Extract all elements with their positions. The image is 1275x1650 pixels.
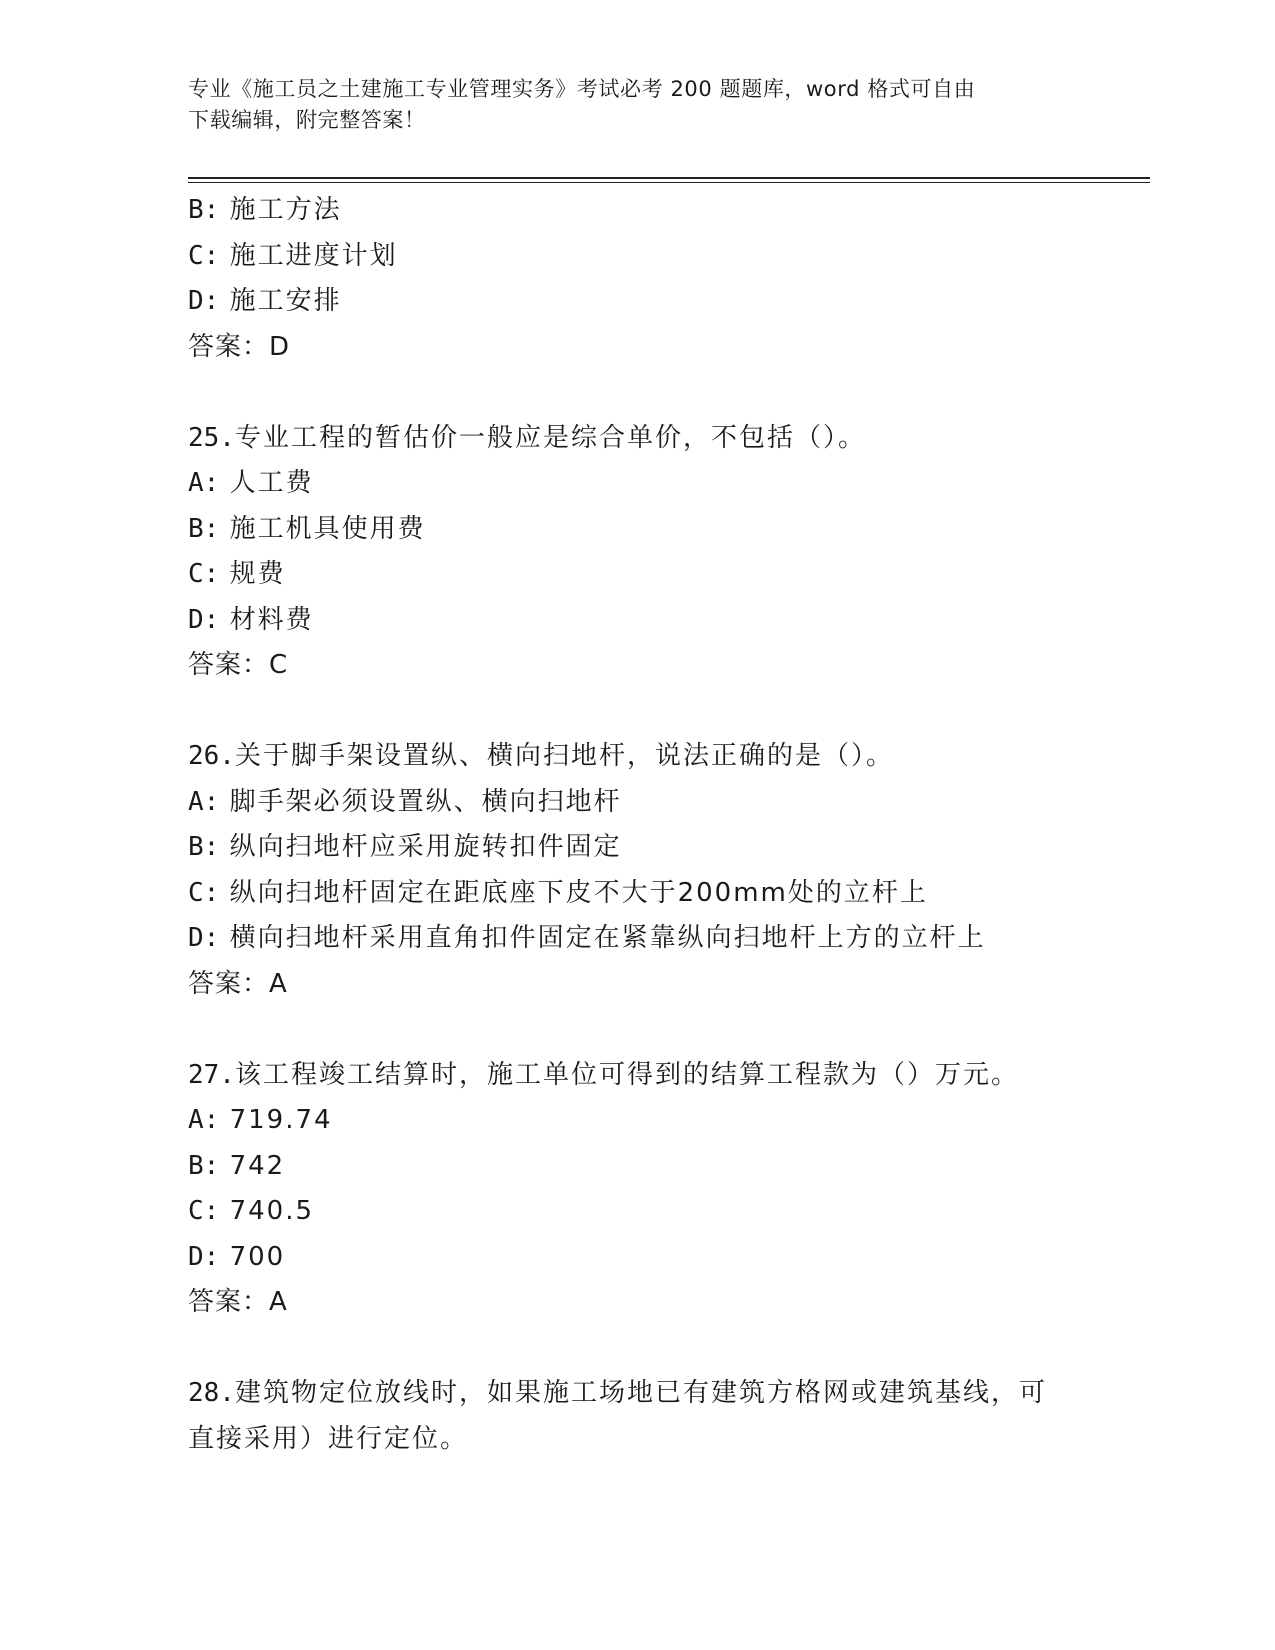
spacer — [188, 1326, 1088, 1372]
answer-line: 答案：D — [188, 331, 291, 362]
answer-line: 答案：C — [188, 650, 289, 680]
question-block-26 — [188, 734, 1088, 1007]
option-label: B: — [188, 195, 220, 225]
option-b — [188, 1144, 1088, 1190]
answer-line: 答案：A — [188, 1287, 288, 1317]
question-number: 27. — [188, 1059, 235, 1090]
option-label: B: — [188, 513, 220, 544]
option-d — [188, 598, 1088, 644]
option-label: D: — [188, 923, 220, 953]
option-text: 700 — [229, 1241, 286, 1272]
option-label: D: — [188, 1241, 220, 1272]
header-line-1: 专业《施工员之土建施工专业管理实务》考试必考 200 题题库，word 格式可自由 — [188, 77, 976, 101]
question-stem — [188, 1371, 1088, 1417]
option-a — [188, 780, 1088, 826]
question-text: 建筑物定位放线时，如果施工场地已有建筑方格网或建筑基线，可 — [234, 1378, 1047, 1408]
option-label: C: — [188, 559, 220, 589]
option-label: A: — [188, 786, 220, 817]
option-text: 材料费 — [229, 604, 314, 635]
option-text: 人工费 — [229, 468, 314, 498]
option-text: 施工安排 — [229, 286, 342, 316]
question-block-25 — [188, 416, 1088, 689]
option-a — [188, 461, 1088, 507]
option-c — [188, 1189, 1088, 1235]
question-text: 专业工程的暂估价一般应是综合单价，不包括（）。 — [234, 422, 866, 453]
spacer — [188, 370, 1088, 416]
option-label: A: — [188, 468, 220, 498]
question-number: 25. — [188, 422, 235, 453]
question-number: 28. — [188, 1378, 235, 1408]
answer-line: 答案：A — [188, 968, 288, 999]
question-stem — [188, 416, 1088, 462]
option-text: 规费 — [229, 559, 286, 589]
option-a — [188, 1098, 1088, 1144]
option-label: D: — [188, 286, 220, 316]
question-text: 关于脚手架设置纵、横向扫地杆，说法正确的是（）。 — [234, 741, 894, 771]
option-text: 施工机具使用费 — [229, 513, 426, 544]
option-label: A: — [188, 1105, 220, 1135]
option-label: C: — [188, 877, 220, 908]
question-block-prev — [188, 188, 1088, 370]
option-text: 施工进度计划 — [229, 240, 398, 271]
option-label: B: — [188, 1150, 220, 1181]
document-header — [188, 74, 1088, 136]
option-text: 纵向扫地杆固定在距底座下皮不大于200mm处的立杆上 — [229, 877, 928, 908]
option-b — [188, 188, 1088, 234]
option-c — [188, 234, 1088, 280]
header-divider-bottom — [188, 182, 1150, 183]
option-label: D: — [188, 604, 220, 635]
option-text: 742 — [229, 1150, 286, 1181]
question-content — [188, 188, 1088, 1462]
question-stem — [188, 734, 1088, 780]
question-number: 26. — [188, 741, 235, 771]
spacer — [188, 1007, 1088, 1053]
header-line-2: 下载编辑，附完整答案！ — [188, 108, 426, 132]
option-c — [188, 871, 1088, 917]
option-label: C: — [188, 240, 220, 271]
question-text: 该工程竣工结算时，施工单位可得到的结算工程款为（）万元。 — [234, 1059, 1019, 1090]
option-text: 740.5 — [229, 1196, 315, 1226]
option-text: 脚手架必须设置纵、横向扫地杆 — [229, 786, 622, 817]
spacer — [188, 689, 1088, 735]
option-text: 719.74 — [229, 1105, 333, 1135]
question-block-28 — [188, 1371, 1088, 1462]
question-stem — [188, 1053, 1088, 1099]
option-text: 施工方法 — [229, 195, 342, 225]
option-label: B: — [188, 832, 220, 862]
question-block-27 — [188, 1053, 1088, 1326]
header-divider-top — [188, 177, 1150, 179]
option-d — [188, 1235, 1088, 1281]
option-c — [188, 552, 1088, 598]
option-label: C: — [188, 1196, 220, 1226]
option-text: 纵向扫地杆应采用旋转扣件固定 — [229, 832, 622, 862]
option-text: 横向扫地杆采用直角扣件固定在紧靠纵向扫地杆上方的立杆上 — [229, 923, 986, 953]
option-b — [188, 825, 1088, 871]
option-b — [188, 507, 1088, 553]
option-d — [188, 279, 1088, 325]
question-stem-continued: 直接采用）进行定位。 — [188, 1423, 469, 1454]
option-d — [188, 916, 1088, 962]
